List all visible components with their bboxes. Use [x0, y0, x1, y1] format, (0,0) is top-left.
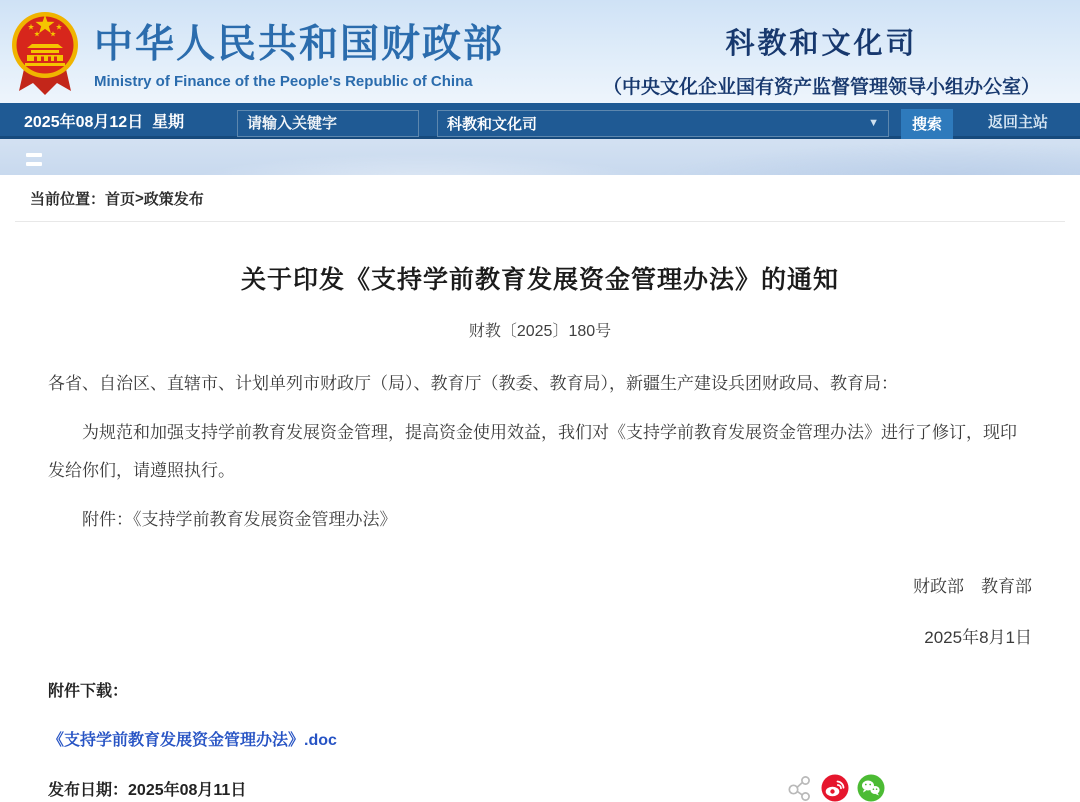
banner-strip — [0, 139, 1080, 175]
ministry-subtitle-en: Ministry of Finance of the People's Republic of China — [94, 72, 473, 90]
department-subtitle: （中央文化企业国有资产监督管理领导小组办公室） — [602, 77, 1040, 99]
attachment-download-label: 附件下载： — [48, 683, 129, 700]
wechat-icon[interactable] — [857, 774, 885, 802]
article — [0, 260, 1080, 802]
doc-number: 财教〔2025〕180号 — [468, 323, 612, 340]
article-paragraph-body: 为规范和加强支持学前教育发展资金管理，提高资金使用效益，我们对《支持学前教育发展资金管理办法》进行了修订，现印发给你们，请遵照执行。 — [48, 423, 1017, 480]
menu-icon[interactable] — [26, 153, 42, 171]
breadcrumb-section-link[interactable]: 政策发布 — [143, 190, 204, 208]
chevron-down-icon: ▼ — [868, 117, 879, 130]
breadcrumb-divider — [15, 221, 1065, 222]
national-emblem-icon — [10, 3, 80, 99]
breadcrumb-separator: > — [135, 189, 144, 207]
sign-date: 2025年8月1日 — [924, 628, 1032, 647]
publish-date — [48, 777, 246, 800]
share-group — [787, 774, 885, 802]
ministry-text — [94, 13, 504, 90]
article-paragraph-salutation: 各省、自治区、直辖市、计划单列市财政厅（局）、教育厅（教委、教育局），新疆生产建设兵团财政局、教育局： — [48, 374, 898, 393]
department-select[interactable] — [437, 110, 889, 137]
search-input[interactable] — [237, 110, 419, 137]
header-left — [10, 3, 504, 99]
search-button[interactable]: 搜索 — [901, 109, 953, 139]
main-content — [0, 175, 1080, 802]
publish-date-value: 2025年08月11日 — [128, 781, 247, 799]
header-right — [603, 3, 1040, 99]
site-header — [0, 0, 1080, 103]
weibo-icon[interactable] — [821, 774, 849, 802]
article-paragraph-attachment: 附件：《支持学前教育发展资金管理办法》 — [82, 510, 397, 529]
article-title: 关于印发《支持学前教育发展资金管理办法》的通知 — [240, 266, 839, 294]
breadcrumb-home-link[interactable]: 首页 — [105, 190, 136, 208]
ministry-title: 中华人民共和国财政部 — [94, 22, 505, 66]
breadcrumb-label: 当前位置： — [30, 190, 106, 208]
department-title: 科教和文化司 — [725, 28, 918, 61]
signers: 财政部 教育部 — [913, 577, 1032, 596]
article-footer — [48, 774, 1032, 802]
breadcrumb — [0, 175, 1080, 221]
publish-date-label: 发布日期： — [48, 781, 129, 799]
department-select-value: 科教和文化司 — [447, 115, 538, 133]
return-home-link[interactable]: 返回主站 — [988, 113, 1049, 131]
attachment-doc-link[interactable]: 《支持学前教育发展资金管理办法》.doc — [48, 732, 337, 749]
share-icon[interactable] — [787, 774, 813, 802]
current-date: 2025年08月12日 星期 — [24, 113, 185, 131]
navbar — [0, 103, 1080, 139]
